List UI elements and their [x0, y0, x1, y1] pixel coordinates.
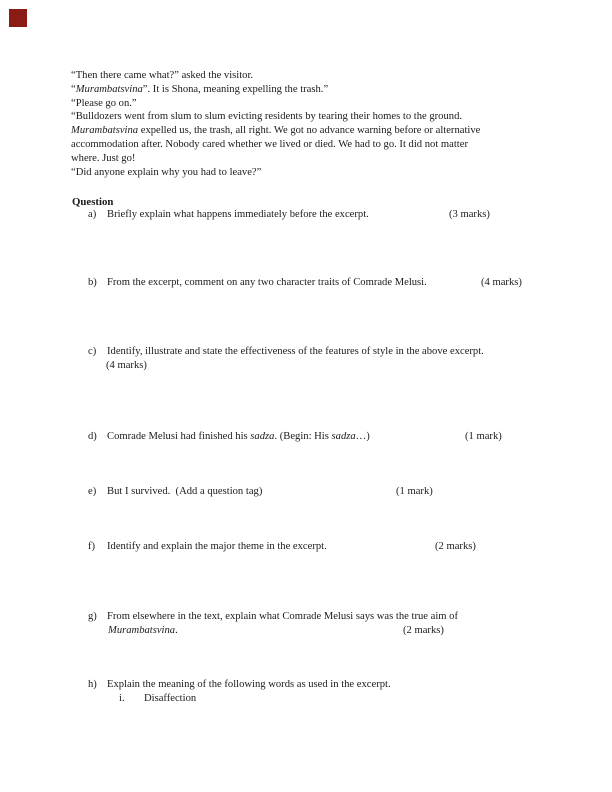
question-g-marks: (2 marks)	[403, 625, 444, 636]
question-f-text: Identify and explain the major theme in the excerpt.	[107, 541, 327, 552]
excerpt-text: where. Just go!	[71, 152, 136, 164]
question-a-marks: (3 marks)	[449, 209, 490, 220]
question-h-sub-text: Disaffection	[144, 693, 197, 704]
italic-word-murambatsvina: Murambatsvina	[75, 83, 143, 95]
question-a-label: a)	[88, 209, 97, 220]
excerpt-text: “Then there came what?” asked the visitor.	[71, 70, 254, 81]
question-c-marks: (4 marks)	[106, 360, 147, 371]
excerpt-line-2	[71, 83, 480, 97]
excerpt-text: “Please go on.”	[71, 97, 137, 109]
question-h-sub-label: i.	[119, 693, 125, 704]
question-b-marks: (4 marks)	[481, 277, 522, 288]
italic-word-murambatsvina: Murambatsvina	[108, 625, 176, 636]
excerpt-block	[71, 69, 480, 179]
question-c-marks-line	[0, 359, 612, 373]
question-g-line-2	[0, 624, 612, 638]
excerpt-line-6	[71, 138, 480, 152]
question-g-italic-line	[108, 624, 178, 638]
question-h-label: h)	[88, 679, 97, 690]
question-d-text	[107, 430, 370, 444]
question-h-sub-item	[0, 692, 612, 706]
question-g-label: g)	[88, 611, 97, 622]
question-b-text: From the excerpt, comment on any two character traits of Comrade Melusi.	[107, 277, 427, 288]
excerpt-text: “Did anyone explain why you had to leave?”	[71, 166, 262, 178]
question-d-mid: . (Begin: His	[274, 431, 332, 442]
question-f-marks: (2 marks)	[435, 541, 476, 552]
excerpt-text: accommodation after. Nobody cared whether we lived or died. We had to go. It did not matter	[71, 138, 468, 150]
question-b	[0, 276, 612, 290]
question-d-post: …)	[355, 431, 370, 442]
italic-word-sadza: sadza	[331, 431, 356, 442]
question-c-label: c)	[88, 346, 97, 357]
excerpt-line-3	[71, 97, 480, 111]
excerpt-text: “Bulldozers went from slum to slum evicting residents by tearing their homes to the ground.	[71, 111, 463, 123]
question-h-text: Explain the meaning of the following words as used in the excerpt.	[107, 679, 391, 690]
question-d	[0, 430, 612, 444]
question-f-label: f)	[88, 541, 96, 552]
excerpt-line-4	[71, 110, 480, 124]
question-d-marks: (1 mark)	[465, 431, 502, 442]
questions-heading: Question	[72, 196, 114, 208]
excerpt-text: expelled us, the trash, all right. We got no advance warning before or alternative	[138, 125, 481, 137]
excerpt-text: “	[71, 83, 76, 95]
question-d-label: d)	[88, 431, 97, 442]
question-e	[0, 485, 612, 499]
excerpt-line-5	[71, 124, 480, 138]
question-e-text: But I survived. (Add a question tag)	[107, 486, 263, 497]
question-a	[0, 208, 612, 222]
question-c-text: Identify, illustrate and state the effectiveness of the features of style in the above excerpt.	[107, 346, 484, 357]
italic-word-murambatsvina: Murambatsvina	[71, 125, 139, 137]
question-g-text: From elsewhere in the text, explain what Comrade Melusi says was the true aim of	[107, 611, 458, 622]
question-c	[0, 345, 612, 359]
question-e-label: e)	[88, 486, 97, 497]
question-e-marks: (1 mark)	[396, 486, 433, 497]
italic-word-sadza: sadza	[250, 431, 275, 442]
question-b-label: b)	[88, 277, 97, 288]
excerpt-text: ”. It is Shona, meaning expelling the trash.”	[142, 83, 329, 95]
corner-watermark-square	[9, 9, 27, 27]
excerpt-line-1	[71, 69, 480, 83]
question-f	[0, 540, 612, 554]
excerpt-line-8	[71, 166, 480, 180]
question-h	[0, 678, 612, 692]
question-g-period: .	[175, 625, 178, 636]
question-d-pre: Comrade Melusi had finished his	[107, 431, 251, 442]
question-a-text: Briefly explain what happens immediately before the excerpt.	[107, 209, 369, 220]
excerpt-line-7	[71, 152, 480, 166]
question-g	[0, 610, 612, 624]
